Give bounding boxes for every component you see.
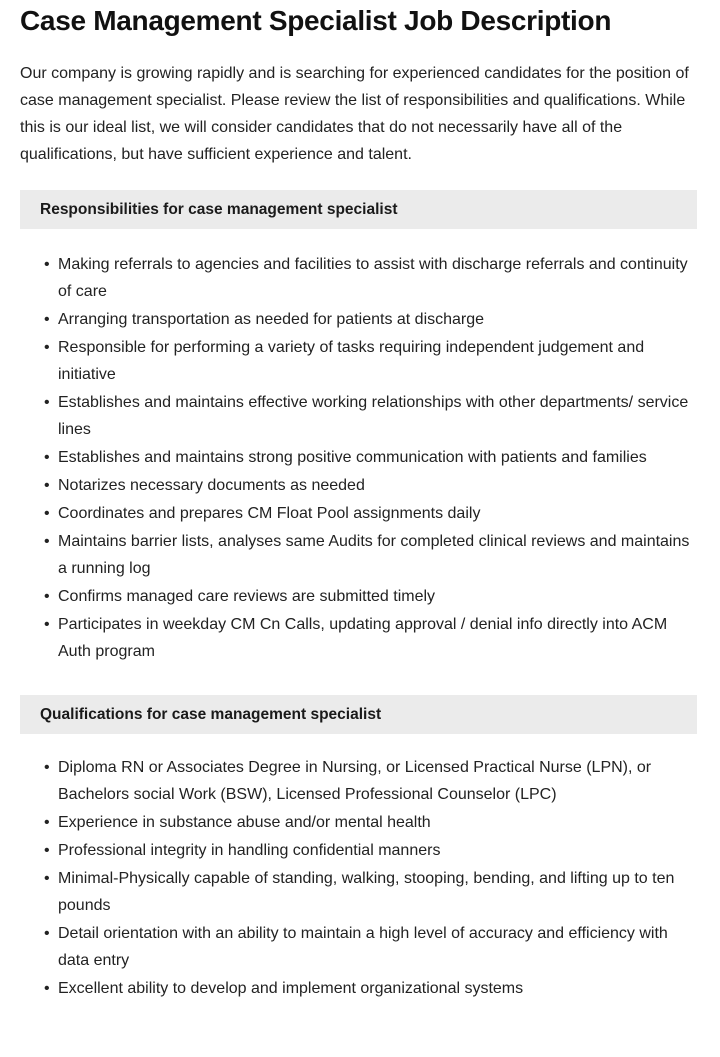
- qualifications-section-header: Qualifications for case management specialist: [20, 695, 697, 734]
- list-item: • Arranging transportation as needed for patients at discharge: [44, 306, 696, 333]
- responsibilities-section: [0, 190, 720, 665]
- qualifications-list: [0, 734, 720, 1002]
- qualifications-section: [0, 695, 720, 1002]
- list-item: • Responsible for performing a variety of tasks requiring independent judgement and initiative: [44, 334, 696, 388]
- page-title: Case Management Specialist Job Description: [20, 5, 612, 36]
- list-item: • Participates in weekday CM Cn Calls, updating approval / denial info directly into ACM Auth program: [44, 611, 696, 665]
- list-item: • Diploma RN or Associates Degree in Nursing, or Licensed Practical Nurse (LPN), or Bachelors social Work (BSW), Licensed Professional Counselor (LPC): [44, 754, 696, 808]
- list-item: • Confirms managed care reviews are submitted timely: [44, 583, 696, 610]
- list-item: • Professional integrity in handling confidential manners: [44, 837, 696, 864]
- responsibilities-section-header: Responsibilities for case management specialist: [20, 190, 697, 229]
- list-item: • Coordinates and prepares CM Float Pool assignments daily: [44, 500, 696, 527]
- list-item: • Establishes and maintains strong positive communication with patients and families: [44, 444, 696, 471]
- responsibilities-list: [0, 229, 720, 665]
- list-item: • Notarizes necessary documents as needed: [44, 472, 696, 499]
- list-item: • Maintains barrier lists, analyses same Audits for completed clinical reviews and maintains a running log: [44, 528, 696, 582]
- list-item: • Experience in substance abuse and/or mental health: [44, 809, 696, 836]
- list-item: • Detail orientation with an ability to maintain a high level of accuracy and efficiency with data entry: [44, 920, 696, 974]
- list-item: • Excellent ability to develop and implement organizational systems: [44, 975, 696, 1002]
- list-item: • Making referrals to agencies and facilities to assist with discharge referrals and continuity of care: [44, 251, 696, 305]
- list-item: • Establishes and maintains effective working relationships with other departments/ service lines: [44, 389, 696, 443]
- intro-paragraph: Our company is growing rapidly and is searching for experienced candidates for the position of case management specialist. Please review the list of responsibilities and qualifications. While this is our ideal list, we will consider candidates that do not necessarily have all of the qualifications, but have sufficient experience and talent.: [20, 65, 689, 163]
- list-item: • Minimal-Physically capable of standing, walking, stooping, bending, and lifting up to ten pounds: [44, 865, 696, 919]
